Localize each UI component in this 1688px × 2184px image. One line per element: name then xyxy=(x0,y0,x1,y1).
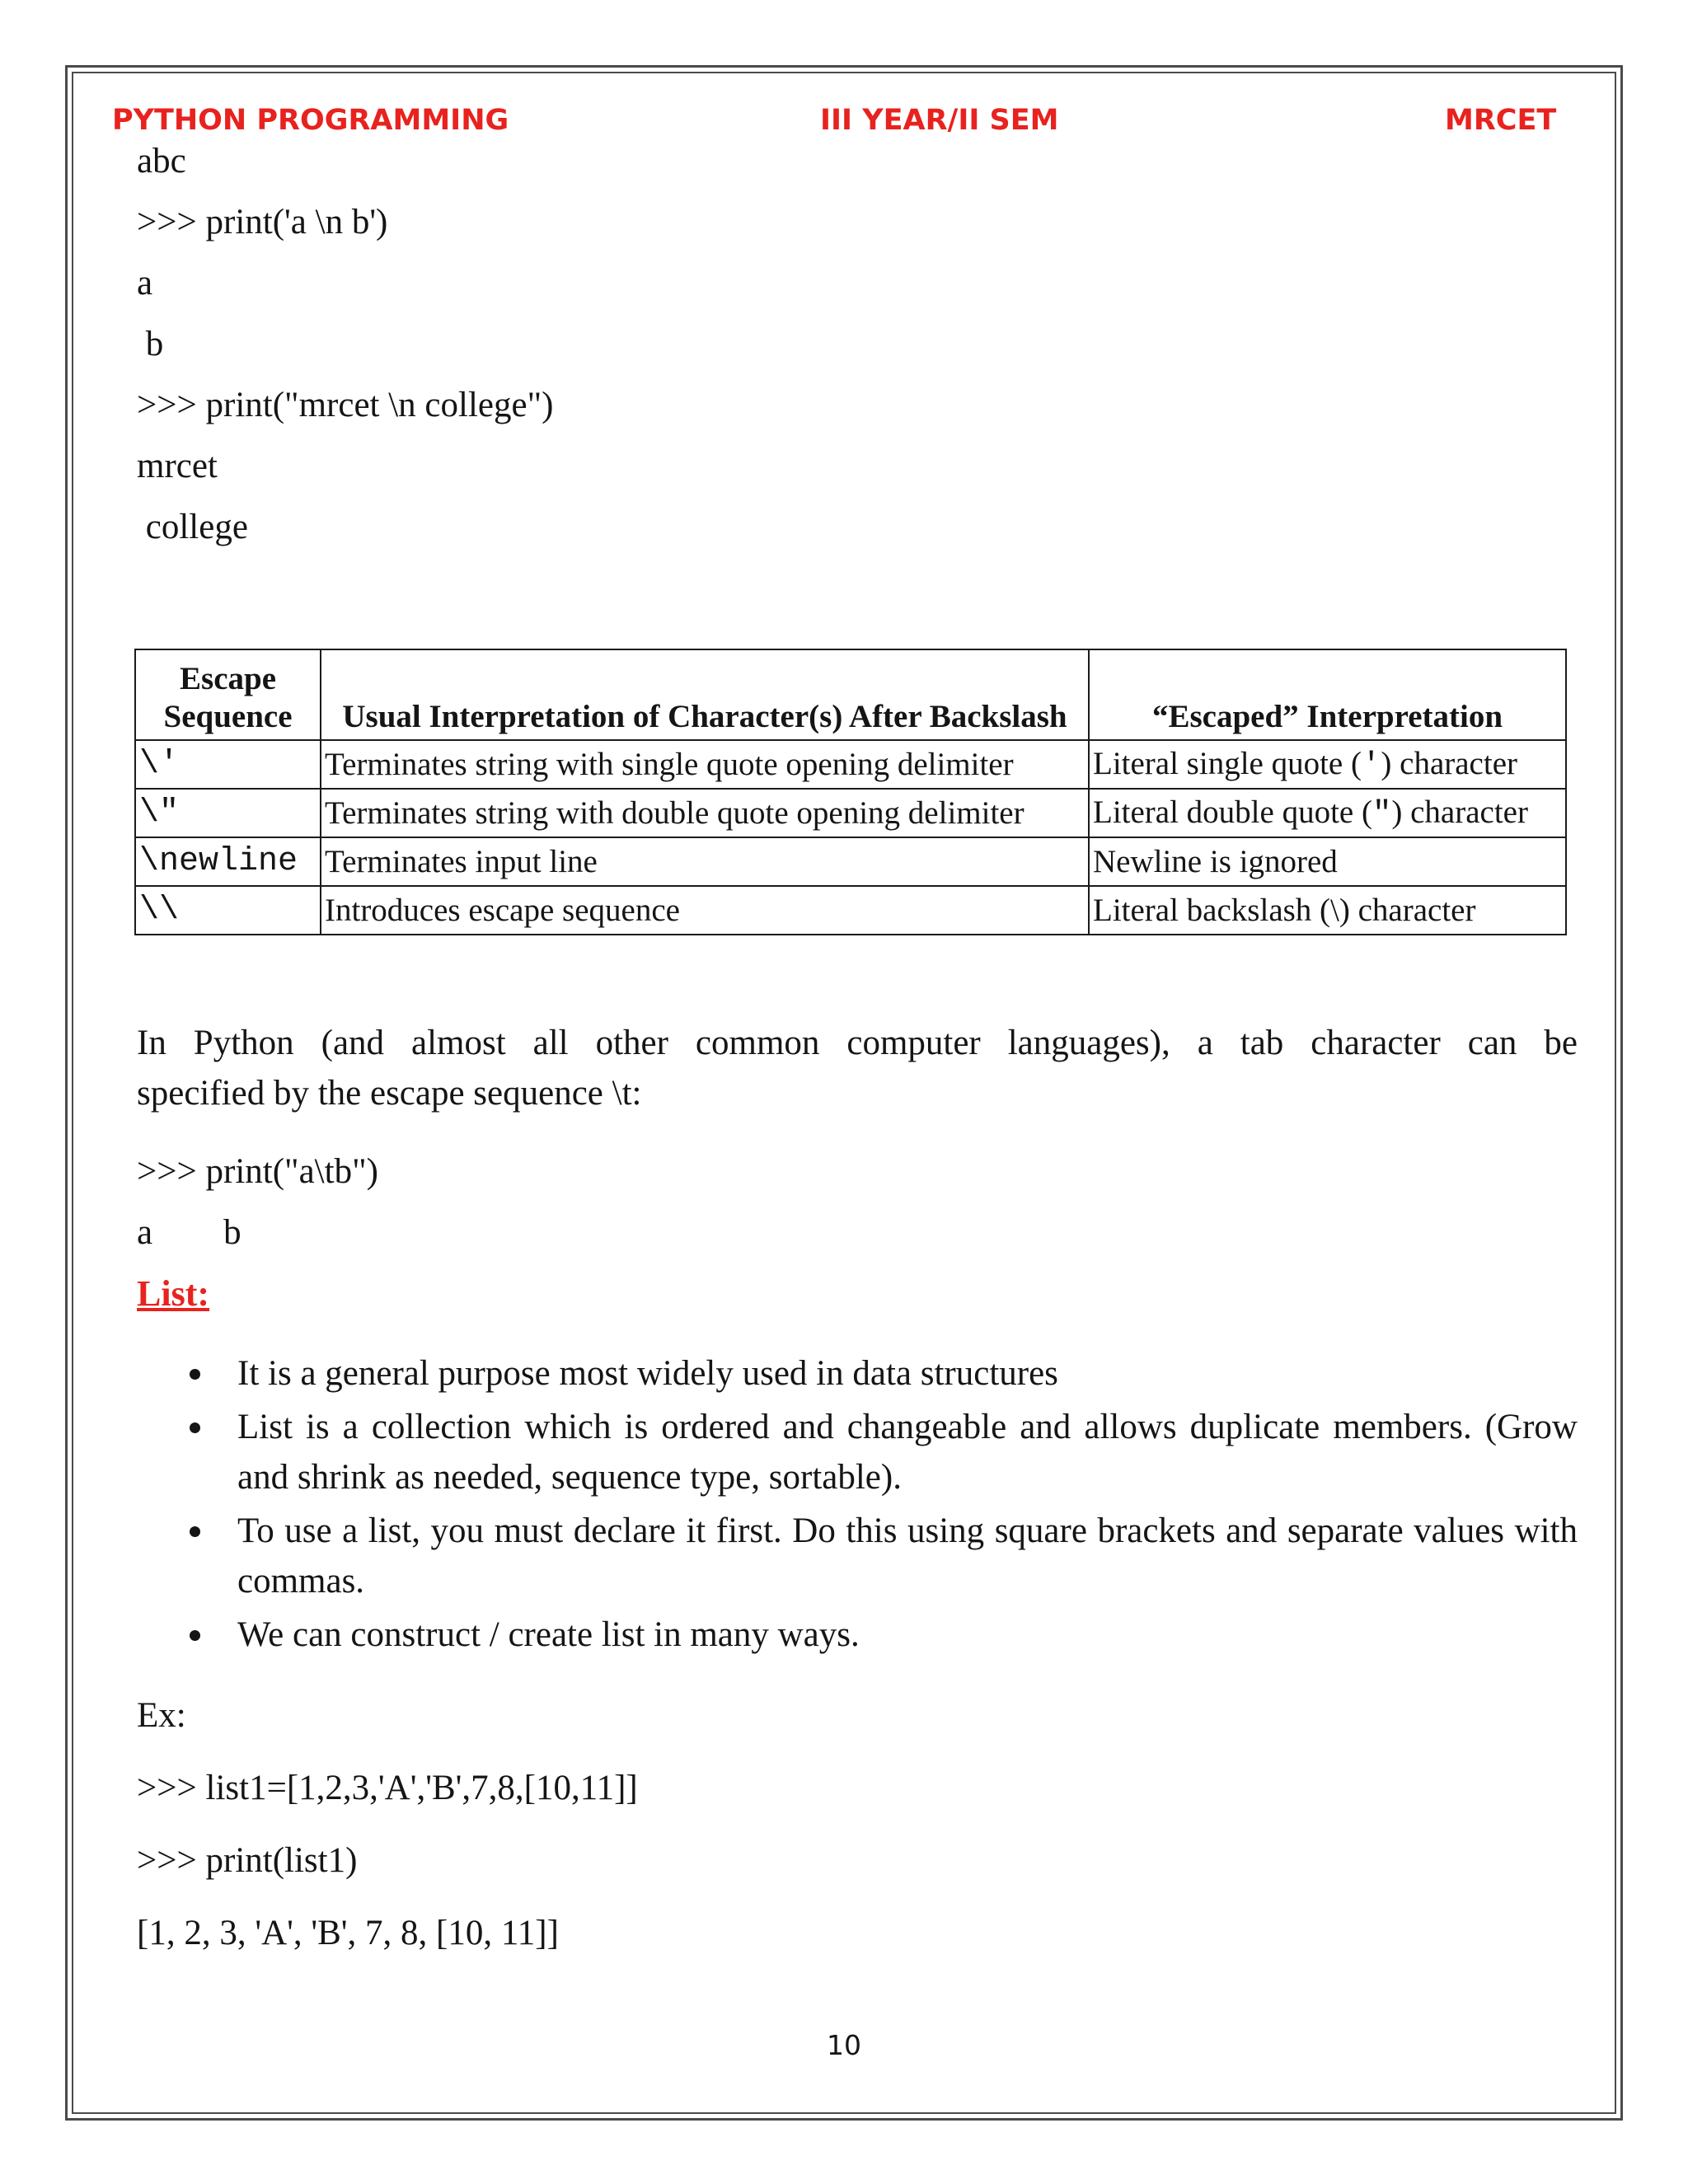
list-item-text: List is a collection which is ordered and changeable and allows duplicate members. (Grow and shrink as needed, sequence type, sortable). xyxy=(237,1408,1578,1497)
cell-escaped-code: ' xyxy=(1361,748,1381,784)
cell-sequence: \\ xyxy=(135,886,321,935)
table-row xyxy=(135,837,1566,886)
header-year-sem: III YEAR/II SEM xyxy=(820,104,1059,137)
tab-example-output: a b xyxy=(137,1213,241,1252)
example-code-line: [1, 2, 3, 'A', 'B', 7, 8, [10, 11]] xyxy=(137,1914,559,1952)
cell-sequence: \' xyxy=(135,740,321,789)
code-line: a xyxy=(137,264,153,302)
column-header-escaped-interpretation: “Escaped” Interpretation xyxy=(1089,649,1566,740)
list-bullets xyxy=(181,1348,1578,1663)
cell-usual: Terminates input line xyxy=(321,837,1089,886)
cell-usual: Terminates string with single quote opening delimiter xyxy=(321,740,1089,789)
tab-paragraph-line-1: In Python (and almost all other common computer languages), a tab character can be xyxy=(137,1024,1578,1062)
cell-escaped xyxy=(1089,740,1566,789)
list-item-text: To use a list, you must declare it first. Do this using square brackets and separate values with commas. xyxy=(237,1511,1578,1601)
header-course-title: PYTHON PROGRAMMING xyxy=(112,104,509,137)
cell-escaped-text: Literal double quote ( xyxy=(1093,794,1372,830)
column-header-escape-sequence: Escape Sequence xyxy=(135,649,321,740)
code-line: mrcet xyxy=(137,447,218,485)
cell-escaped: Newline is ignored xyxy=(1089,837,1566,886)
column-header-usual-interpretation: Usual Interpretation of Character(s) After Backslash xyxy=(321,649,1089,740)
bullet-icon xyxy=(190,1630,200,1641)
header-institution: MRCET xyxy=(1445,104,1557,137)
tab-paragraph-line-2: specified by the escape sequence \t: xyxy=(137,1074,642,1113)
code-line: abc xyxy=(137,142,186,180)
table-row xyxy=(135,740,1566,789)
table-row xyxy=(135,886,1566,935)
list-item xyxy=(181,1402,1578,1502)
cell-escaped: Literal backslash (\) character xyxy=(1089,886,1566,935)
escape-sequence-table xyxy=(134,649,1567,935)
list-item xyxy=(181,1348,1578,1399)
bullet-icon xyxy=(190,1526,200,1537)
table-header-row xyxy=(135,649,1566,740)
cell-escaped-text: ) character xyxy=(1391,794,1528,830)
list-item xyxy=(181,1506,1578,1606)
table-row xyxy=(135,789,1566,837)
code-line: >>> print("mrcet \n college") xyxy=(137,386,554,424)
list-section-heading: List: xyxy=(137,1273,209,1314)
example-label: Ex: xyxy=(137,1696,186,1735)
cell-escaped-text: ) character xyxy=(1381,746,1517,781)
example-code-line: >>> print(list1) xyxy=(137,1841,358,1880)
code-line: >>> print('a \n b') xyxy=(137,203,388,241)
cell-sequence: \newline xyxy=(135,837,321,886)
list-item xyxy=(181,1610,1578,1660)
page-number: 10 xyxy=(827,2029,861,2061)
code-line: b xyxy=(137,325,164,363)
bullet-icon xyxy=(190,1369,200,1380)
tab-example-command: >>> print("a\tb") xyxy=(137,1152,378,1191)
cell-escaped xyxy=(1089,789,1566,837)
bullet-icon xyxy=(190,1422,200,1433)
cell-escaped-code: " xyxy=(1372,796,1392,832)
code-line: college xyxy=(137,508,248,546)
example-code-line: >>> list1=[1,2,3,'A','B',7,8,[10,11]] xyxy=(137,1769,638,1807)
cell-escaped-text: Literal single quote ( xyxy=(1093,746,1362,781)
cell-sequence: \" xyxy=(135,789,321,837)
cell-usual: Introduces escape sequence xyxy=(321,886,1089,935)
list-item-text: We can construct / create list in many ways. xyxy=(237,1615,860,1654)
list-item-text: It is a general purpose most widely used in data structures xyxy=(237,1354,1058,1393)
cell-usual: Terminates string with double quote opening delimiter xyxy=(321,789,1089,837)
